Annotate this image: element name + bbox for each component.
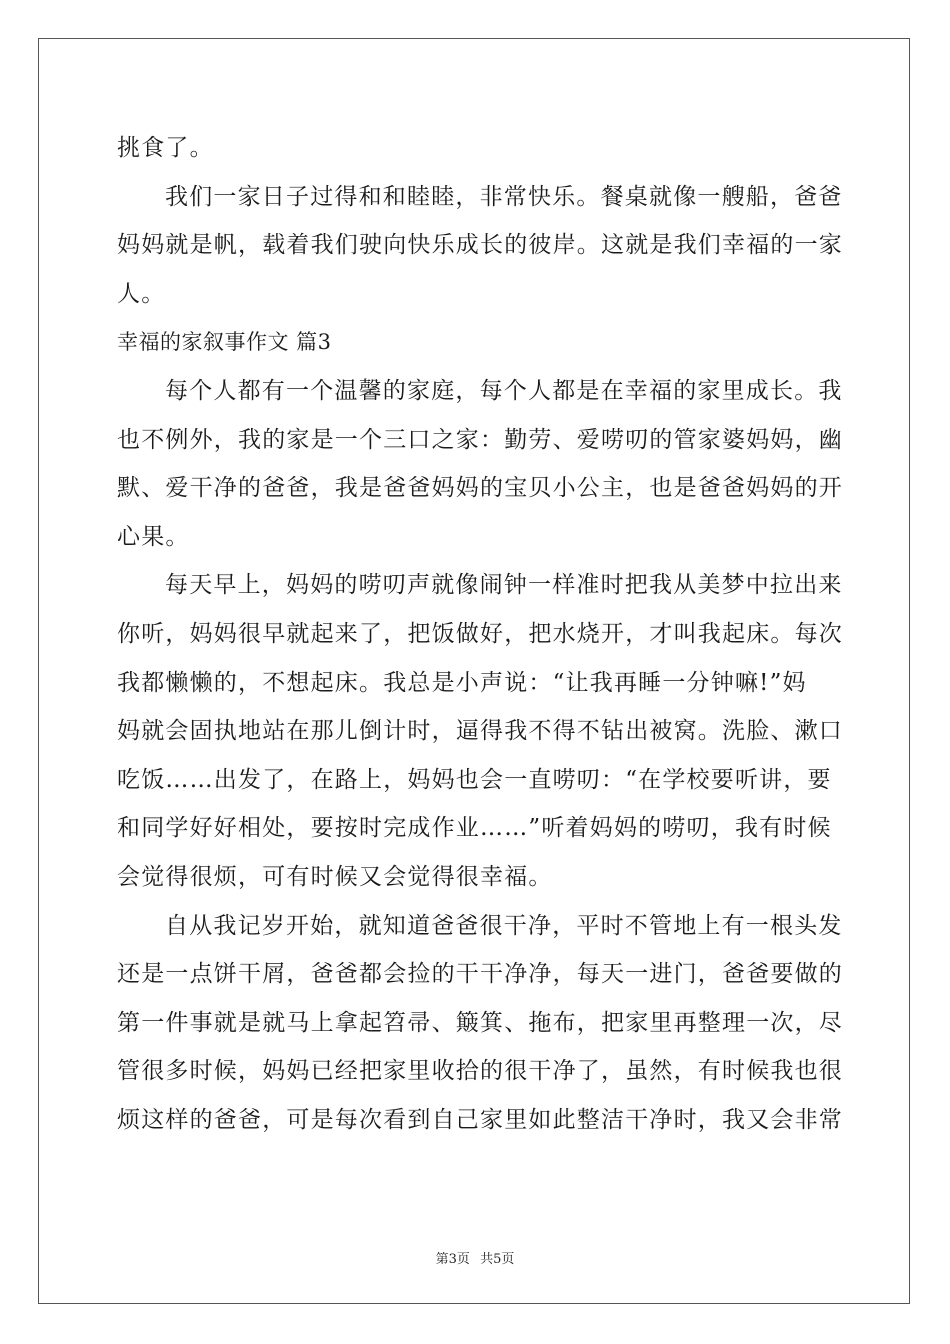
- section-heading: 幸福的家叙事作文 篇3: [117, 330, 332, 355]
- text-line: 你听，妈妈很早就起来了，把饭做好，把水烧开，才叫我起床。每次: [117, 620, 843, 647]
- text-line: 还是一点饼干屑，爸爸都会捡的干干净净，每天一进门，爸爸要做的: [117, 961, 843, 988]
- text-line: 妈妈就是帆，载着我们驶向快乐成长的彼岸。这就是我们幸福的一家: [117, 232, 843, 259]
- paragraph-start-line: 自从我记岁开始，就知道爸爸很干净，平时不管地上有一根头发: [165, 912, 843, 939]
- paragraph-start-line: 每天早上，妈妈的唠叨声就像闹钟一样准时把我从美梦中拉出来: [165, 572, 843, 599]
- text-line: 烦这样的爸爸，可是每次看到自己家里如此整洁干净时，我又会非常: [117, 1106, 843, 1133]
- text-line: 第一件事就是就马上拿起笤帚、簸箕、拖布，把家里再整理一次，尽: [117, 1009, 843, 1036]
- page-total: 共5页: [480, 1252, 515, 1267]
- text-line: 默、爱干净的爸爸，我是爸爸妈妈的宝贝小公主，也是爸爸妈妈的开: [117, 475, 843, 502]
- text-line: 心果。: [117, 523, 190, 550]
- text-line: 管很多时候，妈妈已经把家里收拾的很干净了，虽然，有时候我也很: [117, 1058, 843, 1085]
- text-line: 人。: [117, 280, 166, 307]
- paragraph-start-line: 我们一家日子过得和和睦睦，非常快乐。餐桌就像一艘船，爸爸: [165, 183, 843, 210]
- paragraph-start-line: 每个人都有一个温馨的家庭，每个人都是在幸福的家里成长。我: [165, 377, 843, 404]
- text-line: 妈就会固执地站在那儿倒计时，逼得我不得不钻出被窝。洗脸、漱口: [117, 718, 843, 745]
- text-line: 也不例外，我的家是一个三口之家：勤劳、爱唠叨的管家婆妈妈，幽: [117, 426, 843, 453]
- text-line: 挑食了。: [117, 135, 214, 161]
- text-line: 和同学好好相处，要按时完成作业……”听着妈妈的唠叨，我有时候: [117, 815, 832, 842]
- document-body: [117, 124, 843, 1144]
- text-line: 吃饭……出发了，在路上，妈妈也会一直唠叨：“在学校要听讲，要: [117, 766, 832, 793]
- page-footer: [0, 1248, 950, 1267]
- page-number: 第3页: [435, 1252, 470, 1267]
- text-line: 我都懒懒的，不想起床。我总是小声说：“让我再睡一分钟嘛!”妈: [117, 669, 807, 696]
- text-line: 会觉得很烦，可有时候又会觉得很幸福。: [117, 863, 553, 890]
